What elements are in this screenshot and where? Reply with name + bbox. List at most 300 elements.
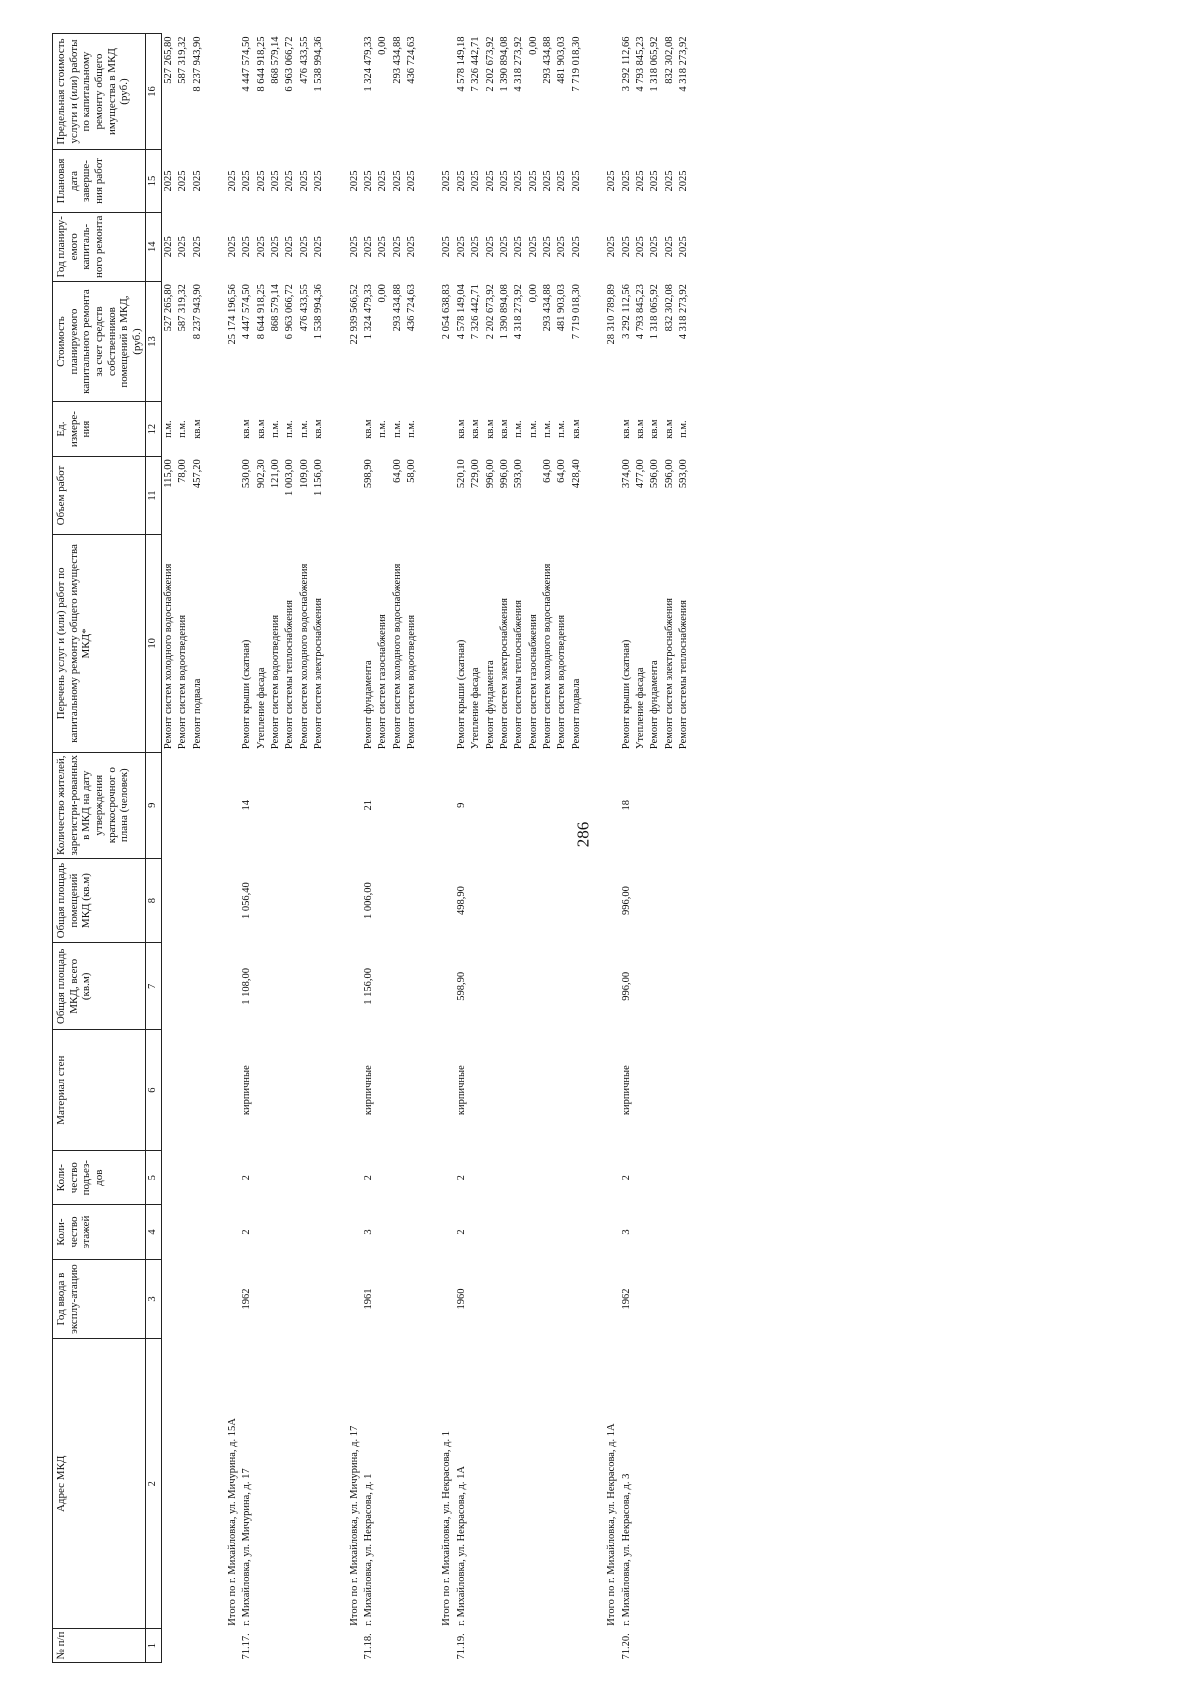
empty-cell [555, 1151, 569, 1205]
completion-date: 2025 [678, 170, 690, 192]
empty-cell [663, 1629, 677, 1663]
empty-cell [419, 1629, 454, 1663]
empty-cell [391, 1339, 405, 1629]
cost: 1 538 994,36 [313, 284, 325, 340]
work-volume: 996,00 [484, 459, 496, 489]
empty-cell [484, 1151, 498, 1205]
empty-cell [405, 1629, 419, 1663]
empty-cell [298, 1339, 312, 1629]
completion-date: 2025 [470, 170, 482, 192]
total-date: 2025 [348, 170, 360, 192]
col-header-13: Стоимость планируемого капитального ремонта за счет средств собственников помещений в МКД, (руб.) [53, 281, 146, 402]
capital-repair-table-container [52, 33, 1143, 1663]
row-number: 71.19. [455, 1633, 467, 1660]
cost: 8 644 918,25 [255, 284, 267, 340]
empty-cell [648, 858, 662, 943]
empty-cell [405, 752, 419, 858]
empty-cell [191, 1205, 205, 1259]
completion-date: 2025 [663, 170, 675, 192]
empty-cell [376, 1259, 390, 1339]
empty-cell [484, 943, 498, 1030]
empty-cell [312, 1339, 326, 1629]
work-description: Ремонт систем водоотведения [406, 614, 418, 750]
empty-cell [584, 1259, 619, 1339]
work-row [362, 34, 376, 1663]
work-description: Утепление фасада [470, 667, 482, 750]
empty-cell [405, 1151, 419, 1205]
empty-cell [283, 752, 297, 858]
repair-year: 2025 [284, 236, 296, 258]
empty-cell [376, 1151, 390, 1205]
cost: 587 319,32 [177, 284, 189, 332]
row-number: 71.20. [620, 1633, 632, 1660]
empty-cell [376, 1629, 390, 1663]
col-number: 5 [146, 1151, 161, 1205]
limit-cost: 4 578 149,18 [455, 36, 467, 92]
col-number: 12 [146, 402, 161, 456]
empty-cell [161, 1339, 176, 1629]
empty-cell [205, 535, 240, 752]
empty-cell [541, 1259, 555, 1339]
total-year: 2025 [606, 236, 618, 258]
empty-cell [283, 1259, 297, 1339]
empty-cell [205, 1259, 240, 1339]
unit: кв.м [455, 419, 467, 439]
limit-cost: 476 433,55 [298, 36, 310, 84]
table-header [53, 34, 162, 1663]
empty-cell [298, 1259, 312, 1339]
empty-cell [298, 858, 312, 943]
unit: п.м. [406, 420, 418, 438]
completion-date: 2025 [498, 170, 510, 192]
empty-cell [405, 1205, 419, 1259]
work-description: Ремонт фундамента [484, 660, 496, 750]
empty-cell [570, 1151, 584, 1205]
capital-repair-table [52, 33, 691, 1663]
empty-cell [484, 1629, 498, 1663]
empty-cell [312, 943, 326, 1030]
total-sum: 28 310 789,89 [606, 284, 618, 345]
empty-cell [677, 1030, 691, 1151]
empty-cell [555, 752, 569, 858]
empty-cell [584, 943, 619, 1030]
empty-cell [584, 456, 619, 534]
empty-cell [663, 1151, 677, 1205]
empty-cell [376, 1205, 390, 1259]
total-date: 2025 [606, 170, 618, 192]
limit-cost: 4 318 273,92 [678, 36, 690, 92]
repair-year: 2025 [498, 236, 510, 258]
empty-cell [298, 752, 312, 858]
wall-material: кирпичные [362, 1065, 374, 1116]
empty-cell [555, 943, 569, 1030]
empty-cell [255, 752, 269, 858]
work-row [541, 34, 555, 1663]
cost: 832 302,08 [663, 284, 675, 332]
empty-cell [391, 1205, 405, 1259]
empty-cell [634, 858, 648, 943]
unit: кв.м [484, 419, 496, 439]
completion-date: 2025 [362, 170, 374, 192]
empty-cell [205, 34, 240, 150]
work-volume: 598,90 [362, 459, 374, 489]
empty-cell [527, 943, 541, 1030]
empty-cell [255, 1030, 269, 1151]
empty-cell [176, 1030, 190, 1151]
repair-year: 2025 [620, 236, 632, 258]
completion-date: 2025 [177, 170, 189, 192]
empty-cell [205, 402, 240, 456]
completion-date: 2025 [455, 170, 467, 192]
work-description: Ремонт фундамента [362, 660, 374, 750]
empty-cell [405, 943, 419, 1030]
work-volume [376, 456, 390, 534]
empty-cell [663, 1259, 677, 1339]
unit: кв.м [470, 419, 482, 439]
work-row [376, 34, 390, 1663]
empty-cell [677, 943, 691, 1030]
unit: п.м. [527, 420, 539, 438]
year-built: 1962 [620, 1288, 632, 1310]
limit-cost: 4 793 845,23 [634, 36, 646, 92]
empty-cell [191, 1259, 205, 1339]
completion-date: 2025 [313, 170, 325, 192]
empty-cell [205, 858, 240, 943]
empty-cell [498, 1205, 512, 1259]
empty-cell [498, 943, 512, 1030]
empty-cell [498, 752, 512, 858]
empty-cell [498, 1151, 512, 1205]
unit: п.м. [513, 420, 525, 438]
unit: п.м. [162, 420, 174, 438]
cost: 4 318 273,92 [513, 284, 525, 340]
work-row [648, 34, 662, 1663]
repair-year: 2025 [527, 236, 539, 258]
rooms-area: 1 056,40 [241, 882, 253, 919]
empty-cell [677, 1339, 691, 1629]
empty-cell [419, 1030, 454, 1151]
empty-cell [419, 535, 454, 752]
cost: 481 903,03 [556, 284, 568, 332]
empty-cell [298, 1205, 312, 1259]
empty-cell [327, 402, 362, 456]
work-description: Ремонт систем холодного водоснабжения [298, 563, 310, 750]
empty-cell [677, 1205, 691, 1259]
empty-cell [327, 1629, 362, 1663]
empty-cell [512, 1629, 526, 1663]
empty-cell [205, 943, 240, 1030]
work-description: Ремонт крыши (скатная) [241, 639, 253, 750]
empty-cell [584, 1151, 619, 1205]
empty-cell [634, 1259, 648, 1339]
col-number: 7 [146, 943, 161, 1030]
cost: 0,00 [527, 284, 539, 303]
work-volume: 64,00 [556, 459, 568, 483]
empty-cell [391, 1151, 405, 1205]
empty-cell [161, 858, 176, 943]
empty-cell [484, 1205, 498, 1259]
cost: 8 237 943,90 [191, 284, 203, 340]
work-description: Утепление фасада [634, 667, 646, 750]
total-label: Итого по г. Михайловка, ул. Мичурина, д. 15А [226, 1418, 238, 1626]
col-number: 15 [146, 150, 161, 213]
repair-year: 2025 [634, 236, 646, 258]
empty-cell [555, 1629, 569, 1663]
work-volume: 729,00 [470, 459, 482, 489]
repair-year: 2025 [255, 236, 267, 258]
limit-cost: 527 265,80 [162, 36, 174, 84]
empty-cell [419, 943, 454, 1030]
completion-date: 2025 [542, 170, 554, 192]
col-number: 13 [146, 281, 161, 402]
empty-cell [555, 1259, 569, 1339]
rotated-page-frame [52, 33, 1143, 1663]
work-volume: 78,00 [177, 459, 189, 483]
empty-cell [584, 858, 619, 943]
empty-cell [391, 752, 405, 858]
empty-cell [469, 1259, 483, 1339]
empty-cell [648, 752, 662, 858]
work-volume: 58,00 [406, 459, 418, 483]
empty-cell [161, 1259, 176, 1339]
completion-date: 2025 [634, 170, 646, 192]
work-volume: 1 003,00 [284, 459, 296, 496]
empty-cell [512, 1151, 526, 1205]
repair-year: 2025 [470, 236, 482, 258]
empty-cell [161, 1030, 176, 1151]
floor-count: 2 [241, 1229, 253, 1235]
empty-cell [312, 1259, 326, 1339]
work-row [176, 34, 190, 1663]
work-volume: 374,00 [620, 459, 632, 489]
limit-cost: 3 292 112,66 [620, 36, 632, 92]
repair-year: 2025 [484, 236, 496, 258]
unit: кв.м [663, 419, 675, 439]
unit: п.м. [298, 420, 310, 438]
total-year: 2025 [348, 236, 360, 258]
work-row [570, 34, 584, 1663]
empty-cell [634, 943, 648, 1030]
work-description: Ремонт систем газоснабжения [527, 614, 539, 750]
col-number: 10 [146, 535, 161, 752]
empty-cell [527, 858, 541, 943]
empty-cell [527, 1629, 541, 1663]
empty-cell [176, 752, 190, 858]
total-date: 2025 [441, 170, 453, 192]
year-built: 1961 [362, 1288, 374, 1310]
empty-cell [191, 1629, 205, 1663]
empty-cell [570, 752, 584, 858]
unit: кв.м [634, 419, 646, 439]
work-row [527, 34, 541, 1663]
empty-cell [677, 752, 691, 858]
empty-cell [484, 1259, 498, 1339]
col-header-2: Адрес МКД [53, 1339, 146, 1629]
completion-date: 2025 [162, 170, 174, 192]
empty-cell [191, 858, 205, 943]
limit-cost: 293 434,88 [542, 36, 554, 84]
empty-cell [648, 1339, 662, 1629]
col-header-7: Общая площадь МКД, всего (кв.м) [53, 943, 146, 1030]
empty-cell [419, 402, 454, 456]
empty-cell [327, 1151, 362, 1205]
col-number: 2 [146, 1339, 161, 1629]
empty-cell [584, 1629, 619, 1663]
col-header-5: Коли-чество подъез-дов [53, 1151, 146, 1205]
col-number: 14 [146, 212, 161, 281]
limit-cost: 1 390 894,08 [498, 36, 510, 92]
empty-cell [255, 943, 269, 1030]
work-description: Ремонт систем холодного водоснабжения [542, 563, 554, 750]
entrance-count: 2 [362, 1175, 374, 1181]
limit-cost: 8 644 918,25 [255, 36, 267, 92]
empty-cell [176, 1339, 190, 1629]
empty-cell [176, 943, 190, 1030]
unit: кв.м [649, 419, 661, 439]
empty-cell [255, 1339, 269, 1629]
empty-cell [283, 1030, 297, 1151]
completion-date: 2025 [406, 170, 418, 192]
empty-cell [527, 1259, 541, 1339]
empty-cell [327, 34, 362, 150]
empty-cell [312, 1030, 326, 1151]
empty-cell [512, 1205, 526, 1259]
repair-year: 2025 [241, 236, 253, 258]
empty-cell [255, 1205, 269, 1259]
empty-cell [269, 1629, 283, 1663]
empty-cell [312, 1205, 326, 1259]
empty-cell [269, 1151, 283, 1205]
empty-cell [298, 1151, 312, 1205]
empty-cell [541, 1151, 555, 1205]
empty-cell [469, 1151, 483, 1205]
address: г. Михайловка, ул. Некрасова, д. 3 [620, 1473, 632, 1626]
work-description: Ремонт фундамента [649, 660, 661, 750]
year-built: 1962 [241, 1288, 253, 1310]
repair-year: 2025 [406, 236, 418, 258]
header-row [53, 34, 146, 1663]
empty-cell [648, 1629, 662, 1663]
empty-cell [469, 1205, 483, 1259]
repair-year: 2025 [649, 236, 661, 258]
repair-year: 2025 [391, 236, 403, 258]
empty-cell [205, 1151, 240, 1205]
empty-cell [584, 34, 619, 150]
empty-cell [283, 1339, 297, 1629]
total-sum: 2 054 638,83 [441, 284, 453, 340]
empty-cell [376, 943, 390, 1030]
empty-cell [376, 1030, 390, 1151]
empty-cell [176, 1629, 190, 1663]
limit-cost: 832 302,08 [663, 36, 675, 84]
cost: 7 326 442,71 [470, 284, 482, 340]
work-description: Ремонт систем электроснабжения [663, 598, 675, 750]
empty-cell [176, 1205, 190, 1259]
empty-cell [634, 1030, 648, 1151]
total-year: 2025 [226, 236, 238, 258]
col-header-1: № п/п [53, 1629, 146, 1663]
empty-cell [469, 1339, 483, 1629]
empty-cell [191, 943, 205, 1030]
work-description: Ремонт крыши (скатная) [620, 639, 632, 750]
row-number: 71.17. [241, 1633, 253, 1660]
work-row [161, 34, 176, 1663]
empty-cell [570, 1629, 584, 1663]
col-header-12: Ед. измере-ния [53, 402, 146, 456]
empty-cell [419, 752, 454, 858]
house-block [584, 34, 691, 1663]
empty-cell [677, 1629, 691, 1663]
col-number: 3 [146, 1259, 161, 1339]
residents-count: 14 [241, 799, 253, 811]
work-row [269, 34, 283, 1663]
continuation-block [161, 34, 205, 1663]
cost: 0,00 [377, 284, 389, 303]
total-label: Итого по г. Михайловка, ул. Мичурина, д. 17 [348, 1425, 360, 1626]
repair-year: 2025 [678, 236, 690, 258]
empty-cell [634, 1629, 648, 1663]
empty-cell [376, 858, 390, 943]
empty-cell [648, 943, 662, 1030]
empty-cell [327, 1205, 362, 1259]
repair-year: 2025 [542, 236, 554, 258]
unit: кв.м [498, 419, 510, 439]
work-description: Ремонт крыши (скатная) [455, 639, 467, 750]
empty-cell [648, 1151, 662, 1205]
unit: п.м. [556, 420, 568, 438]
empty-cell [405, 1030, 419, 1151]
empty-cell [327, 1030, 362, 1151]
empty-cell [663, 858, 677, 943]
empty-cell [269, 1339, 283, 1629]
empty-cell [327, 752, 362, 858]
empty-cell [512, 1030, 526, 1151]
limit-cost: 868 579,14 [270, 36, 282, 84]
repair-year: 2025 [513, 236, 525, 258]
col-number: 4 [146, 1205, 161, 1259]
empty-cell [405, 858, 419, 943]
completion-date: 2025 [377, 170, 389, 192]
total-area: 1 156,00 [362, 967, 374, 1005]
cost: 4 447 574,50 [241, 284, 253, 340]
cost: 6 963 066,72 [284, 284, 296, 340]
empty-cell [555, 1205, 569, 1259]
empty-cell [512, 943, 526, 1030]
work-row [512, 34, 526, 1663]
col-number: 16 [146, 34, 161, 150]
empty-cell [269, 858, 283, 943]
empty-cell [498, 1339, 512, 1629]
empty-cell [663, 1205, 677, 1259]
empty-cell [419, 1205, 454, 1259]
empty-cell [269, 1259, 283, 1339]
empty-cell [570, 1205, 584, 1259]
repair-year: 2025 [270, 236, 282, 258]
empty-cell [191, 1151, 205, 1205]
empty-cell [327, 858, 362, 943]
work-row [405, 34, 419, 1663]
empty-cell [541, 752, 555, 858]
completion-date: 2025 [527, 170, 539, 192]
empty-cell [541, 858, 555, 943]
empty-cell [541, 1030, 555, 1151]
limit-cost: 4 318 273,92 [513, 36, 525, 92]
empty-cell [176, 1151, 190, 1205]
empty-cell [663, 1339, 677, 1629]
cost: 1 390 894,08 [498, 284, 510, 340]
empty-cell [469, 943, 483, 1030]
work-description: Утепление фасада [255, 667, 267, 750]
